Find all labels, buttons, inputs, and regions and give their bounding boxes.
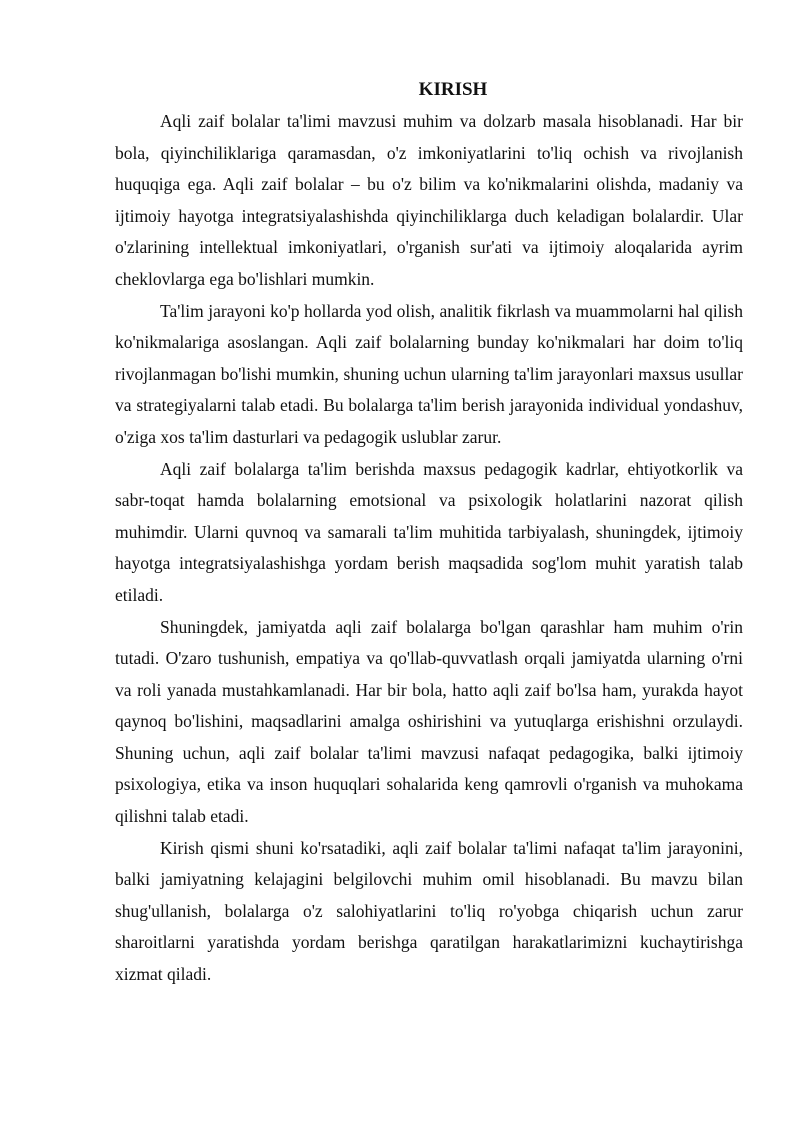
paragraph-2: Ta'lim jarayoni ko'p hollarda yod olish, analitik fikrlash va muammolarni hal qilish ko'nikmalariga asoslangan. Aqli zaif bolalarning bunday ko'nikmalari har doim to'liq rivojlanmagan bo'lishi mumkin, shuning uchun ularning ta'lim jarayonlari maxsus usullar va strategiyalarni talab etadi. Bu bolalarga ta'lim berish jarayonida individual yondashuv, o'ziga xos ta'lim dasturlari va pedagogik uslublar zarur. bbox=[115, 300, 743, 447]
paragraph-1: Aqli zaif bolalar ta'limi mavzusi muhim va dolzarb masala hisoblanadi. Har bir bola, qiyinchiliklariga qaramasdan, o'z imkoniyatlarini to'liq ochish va rivojlanish huquqiga ega. Aqli zaif bolalar – bu o'z bilim va ko'nikmalarini olishda, madaniy va ijtimoiy hayotga integratsiyalashishda qiyinchiliklarga duch keladigan bolalardir. Ular o'zlarining intellektual imkoniyatlari, o'rganish sur'ati va ijtimoiy aloqalarida ayrim cheklovlarga ega bo'lishlari mumkin. bbox=[115, 111, 743, 289]
paragraph-5: Kirish qismi shuni ko'rsatadiki, aqli zaif bolalar ta'limi nafaqat ta'lim jarayonini, balki jamiyatning kelajagini belgilovchi muhim omil hisoblanadi. Bu mavzu bilan shug'ullanish, bolalarga o'z salohiyatlarini to'liq ro'yobga chiqarish uchun zarur sharoitlarni yaratishda yordam berishga qaratilgan harakatlarimizni kuchaytirishga xizmat qiladi. bbox=[115, 837, 743, 985]
paragraph-4: Shuningdek, jamiyatda aqli zaif bolalarga bo'lgan qarashlar ham muhim o'rin tutadi. O'zaro tushunish, empatiya va qo'llab-quvvatlash orqali jamiyatda ularning o'rni va roli yanada mustahkamlanadi. Har bir bola, hatto aqli zaif bo'lsa ham, yurakda hayot qaynoq bo'lishini, maqsadlarini amalga oshirishini va yutuqlarga erishishni orzulaydi. Shuning uchun, aqli zaif bolalar ta'limi mavzusi nafaqat pedagogika, balki ijtimoiy psixologiya, etika va inson huquqlari sohalarida keng qamrovli o'rganish va muhokama qilishni talab etadi. bbox=[115, 616, 743, 827]
document-body bbox=[115, 74, 743, 991]
document-title: KIRISH bbox=[418, 79, 488, 100]
paragraph-3: Aqli zaif bolalarga ta'lim berishda maxsus pedagogik kadrlar, ehtiyotkorlik va sabr-toqat hamda bolalarning emotsional va psixologik holatlarini nazorat qilish muhimdir. Ularni quvnoq va samarali ta'lim muhitida tarbiyalash, shuningdek, ijtimoiy hayotga integratsiyalashishga yordam berish maqsadida sog'lom muhit yaratish talab etiladi. bbox=[115, 458, 743, 605]
